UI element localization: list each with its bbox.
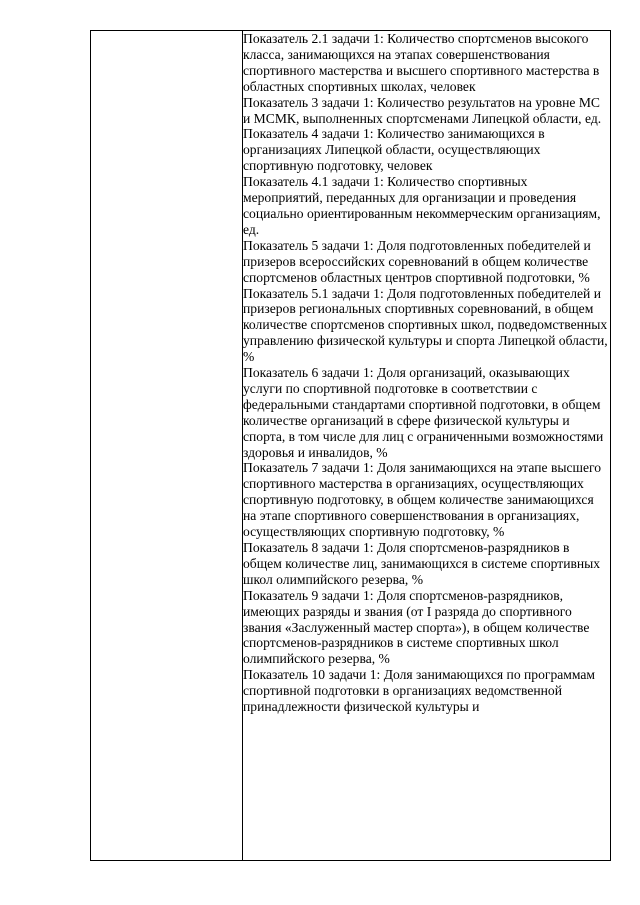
indicator-9: Показатель 9 задачи 1: Доля спортсменов-разрядников, имеющих разряды и звания (от I разряда до спортивного звания «Заслуженный мастер спорта»), в общем количестве спортсменов-разрядников в системе спортивных школ олимпийского резерва, % [243, 587, 590, 667]
indicator-3: Показатель 3 задачи 1: Количество результатов на уровне МС и МСМК, выполненных спортсменами Липецкой области, ед. [243, 94, 602, 126]
indicator-8: Показатель 8 задачи 1: Доля спортсменов-разрядников в общем количестве лиц, занимающихся в системе спортивных школ олимпийского резерва, % [243, 540, 601, 587]
indicator-4: Показатель 4 задачи 1: Количество занимающихся в организациях Липецкой области, осуществляющих спортивную подготовку, человек [243, 126, 545, 174]
indicator-5: Показатель 5 задачи 1: Доля подготовленных победителей и призеров всероссийских соревнований в общем количестве спортсменов областных центров спортивной подготовки, % [243, 237, 591, 285]
indicators-cell [243, 31, 611, 861]
indicators-text [243, 31, 610, 715]
indicator-6: Показатель 6 задачи 1: Доля организаций, оказывающих услуги по спортивной подготовке в соответствии с федеральными стандартами спортивной подготовки, в общем количестве организаций в сфере физической культуры и спорта, в том числе для лиц с ограниченными возможностями здоровья и инвалидов, % [243, 365, 604, 460]
indicators-table [90, 30, 611, 861]
table-row [91, 31, 611, 861]
indicator-5-1: Показатель 5.1 задачи 1: Доля подготовленных победителей и призеров региональных спортивных соревнований, в общем количестве спортсменов спортивных школ, подведомственных управлению физической культуры и спорта Липецкой области, % [243, 285, 608, 365]
indicator-4-1: Показатель 4.1 задачи 1: Количество спортивных мероприятий, переданных для организации и проведения социально ориентированным некоммерческим организациям, ед. [243, 174, 601, 237]
left-cell [91, 31, 243, 861]
indicator-2-1: Показатель 2.1 задачи 1: Количество спортсменов высокого класса, занимающихся на этапах совершенствования спортивного мастерства и высшего спортивного мастерства в областных спортивных школах, человек [243, 31, 600, 94]
indicator-7: Показатель 7 задачи 1: Доля занимающихся на этапе высшего спортивного мастерства в организациях, осуществляющих спортивную подготовку, в общем количестве занимающихся на этапе спортивного совершенствования в организациях, осуществляющих спортивную подготовку, % [243, 460, 602, 540]
indicator-10: Показатель 10 задачи 1: Доля занимающихся по программам спортивной подготовки в организациях ведомственной принадлежности физической культуры и [243, 667, 596, 715]
